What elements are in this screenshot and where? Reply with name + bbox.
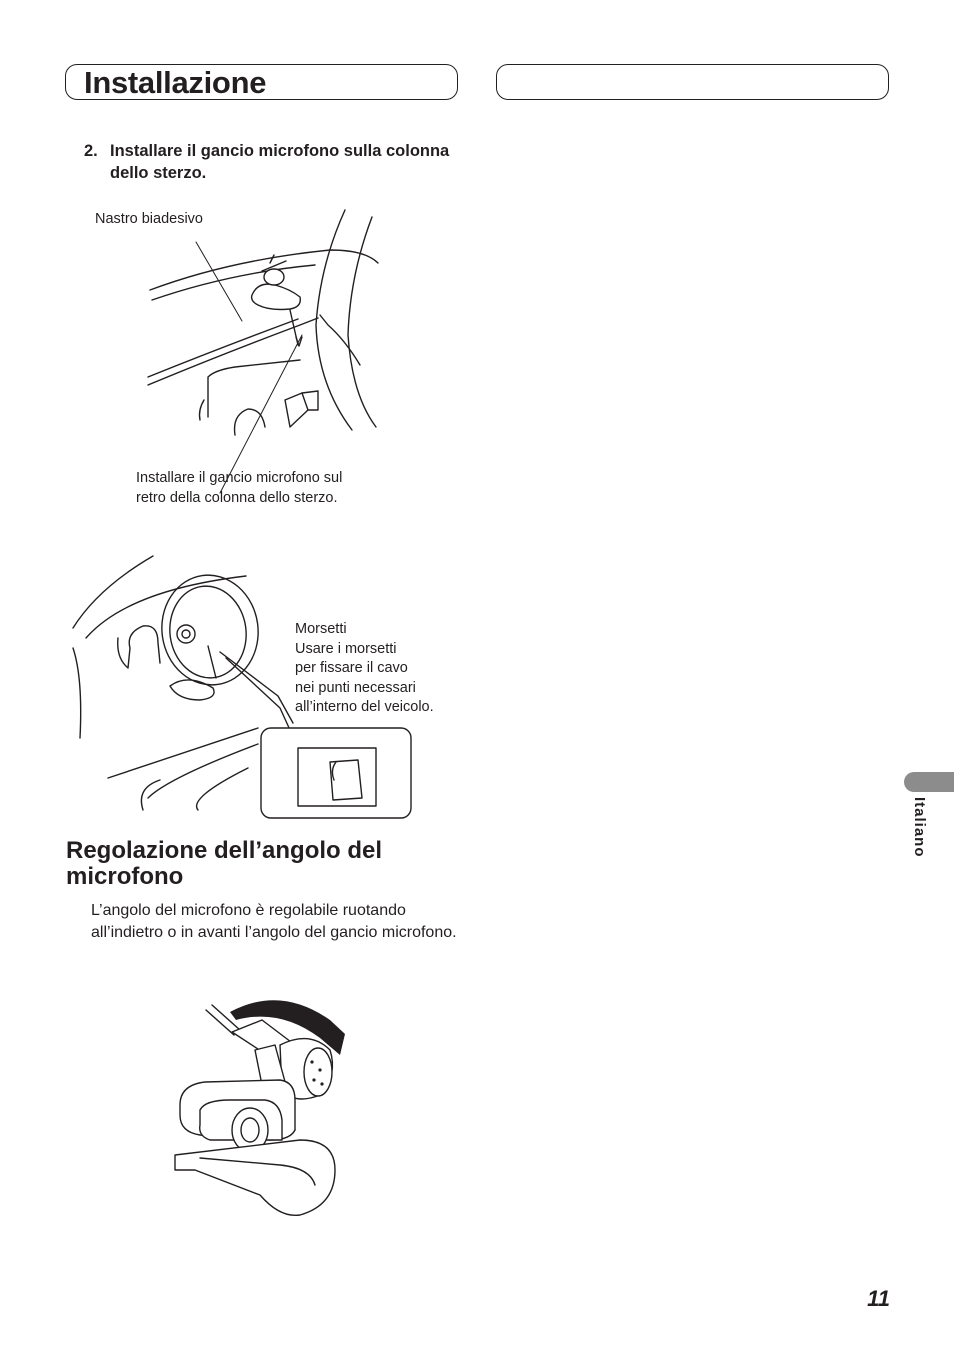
step-text: Installare il gancio microfono sulla colonna dello sterzo. (110, 142, 450, 182)
clamps-line: nei punti necessari (295, 679, 416, 696)
clamps-line: Morsetti (295, 621, 347, 637)
figure1-caption (136, 469, 342, 508)
clamps-line: per fissare il cavo (295, 660, 408, 676)
step-2 (84, 140, 454, 184)
clamps-line: Usare i morsetti (295, 640, 397, 657)
label-clamps (295, 620, 434, 718)
clamps-line: all’interno del veicolo. (295, 699, 434, 715)
section-title: Installazione (84, 65, 267, 100)
subsection-title: Regolazione dell’angolo del microfono (66, 837, 383, 890)
language-label: Italiano (911, 797, 928, 858)
figure-microphone-angle (170, 990, 350, 1220)
step-number: 2. (84, 142, 98, 160)
subsection-body: L’angolo del microfono è regolabile ruotando all’indietro o in avanti l’angolo del gancio microfono. (91, 902, 457, 941)
language-tab (904, 772, 954, 792)
label-double-sided-tape: Nastro biadesivo (95, 211, 203, 227)
page-number: 11 (867, 1286, 890, 1311)
caption-line: retro della colonna dello sterzo. (136, 489, 338, 506)
header-empty-box (496, 64, 889, 100)
caption-line: Installare il gancio microfono sul (136, 470, 343, 486)
figure-steering-column (140, 205, 390, 435)
